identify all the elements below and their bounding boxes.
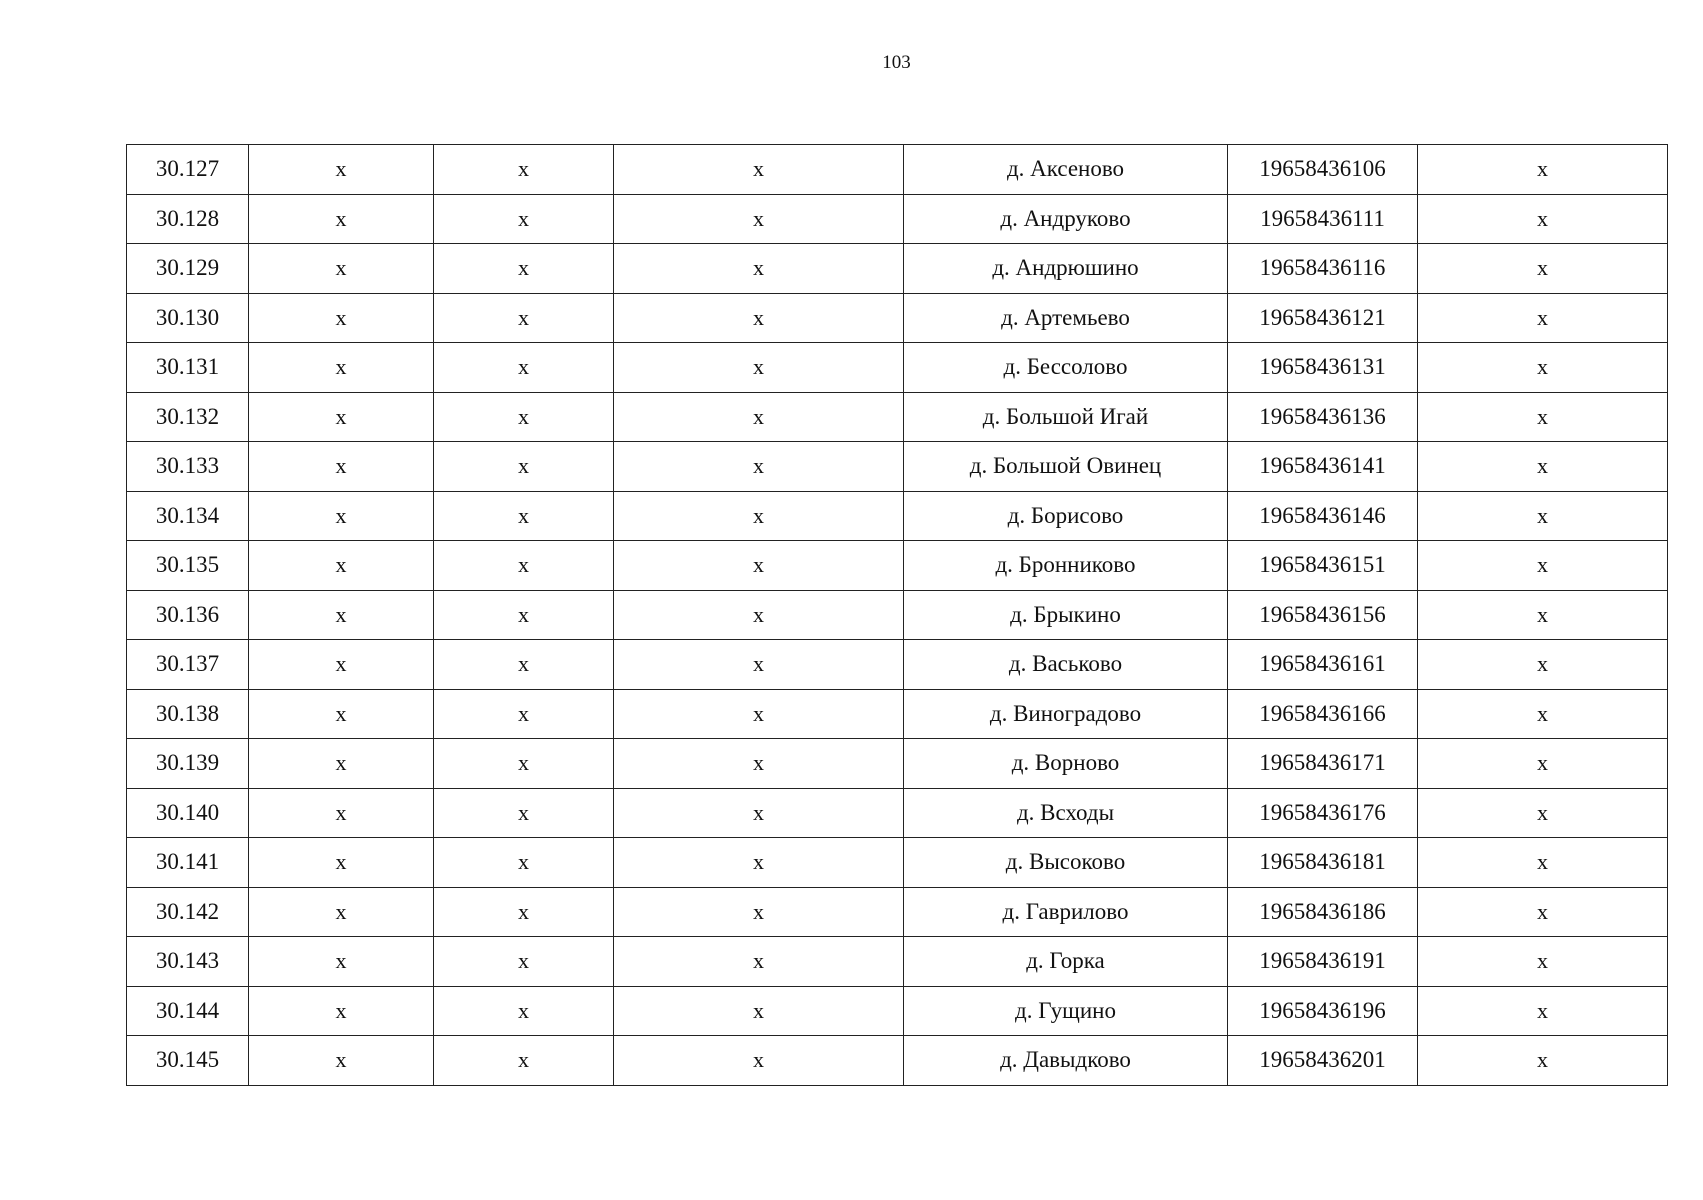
x-cell: x <box>614 937 904 987</box>
settlement-name-cell: д. Бронниково <box>904 541 1228 591</box>
oktmo-code-cell: 19658436161 <box>1228 640 1418 690</box>
x-cell: x <box>434 194 614 244</box>
x-cell: x <box>434 590 614 640</box>
settlement-name-cell: д. Андруково <box>904 194 1228 244</box>
x-cell: x <box>1418 293 1668 343</box>
oktmo-code-cell: 19658436146 <box>1228 491 1418 541</box>
x-cell: x <box>1418 689 1668 739</box>
x-cell: x <box>1418 590 1668 640</box>
x-cell: x <box>249 541 434 591</box>
settlement-name-cell: д. Высоково <box>904 838 1228 888</box>
oktmo-code-cell: 19658436191 <box>1228 937 1418 987</box>
x-cell: x <box>1418 392 1668 442</box>
x-cell: x <box>434 838 614 888</box>
x-cell: x <box>614 590 904 640</box>
settlement-name-cell: д. Борисово <box>904 491 1228 541</box>
x-cell: x <box>1418 1036 1668 1086</box>
x-cell: x <box>614 739 904 789</box>
table-row <box>127 244 1668 294</box>
row-number-cell: 30.127 <box>127 145 249 195</box>
table-row <box>127 392 1668 442</box>
x-cell: x <box>1418 640 1668 690</box>
x-cell: x <box>249 689 434 739</box>
x-cell: x <box>434 541 614 591</box>
x-cell: x <box>614 986 904 1036</box>
oktmo-code-cell: 19658436186 <box>1228 887 1418 937</box>
row-number-cell: 30.140 <box>127 788 249 838</box>
x-cell: x <box>434 145 614 195</box>
row-number-cell: 30.145 <box>127 1036 249 1086</box>
x-cell: x <box>614 887 904 937</box>
x-cell: x <box>614 392 904 442</box>
x-cell: x <box>249 986 434 1036</box>
table-row <box>127 343 1668 393</box>
oktmo-code-cell: 19658436136 <box>1228 392 1418 442</box>
oktmo-code-cell: 19658436196 <box>1228 986 1418 1036</box>
x-cell: x <box>249 887 434 937</box>
x-cell: x <box>1418 887 1668 937</box>
row-number-cell: 30.143 <box>127 937 249 987</box>
row-number-cell: 30.132 <box>127 392 249 442</box>
settlement-name-cell: д. Большой Овинец <box>904 442 1228 492</box>
x-cell: x <box>614 343 904 393</box>
x-cell: x <box>614 293 904 343</box>
settlement-name-cell: д. Гущино <box>904 986 1228 1036</box>
table-row <box>127 541 1668 591</box>
x-cell: x <box>1418 491 1668 541</box>
x-cell: x <box>614 788 904 838</box>
x-cell: x <box>1418 244 1668 294</box>
x-cell: x <box>614 491 904 541</box>
x-cell: x <box>614 541 904 591</box>
x-cell: x <box>614 640 904 690</box>
oktmo-code-cell: 19658436171 <box>1228 739 1418 789</box>
x-cell: x <box>434 392 614 442</box>
x-cell: x <box>434 739 614 789</box>
x-cell: x <box>1418 937 1668 987</box>
x-cell: x <box>249 937 434 987</box>
row-number-cell: 30.142 <box>127 887 249 937</box>
settlement-name-cell: д. Бессолово <box>904 343 1228 393</box>
row-number-cell: 30.128 <box>127 194 249 244</box>
row-number-cell: 30.139 <box>127 739 249 789</box>
oktmo-code-cell: 19658436121 <box>1228 293 1418 343</box>
x-cell: x <box>434 244 614 294</box>
settlement-name-cell: д. Гаврилово <box>904 887 1228 937</box>
table-row <box>127 937 1668 987</box>
x-cell: x <box>614 442 904 492</box>
table-row <box>127 887 1668 937</box>
x-cell: x <box>249 788 434 838</box>
row-number-cell: 30.144 <box>127 986 249 1036</box>
table-row <box>127 689 1668 739</box>
table-row <box>127 640 1668 690</box>
x-cell: x <box>1418 145 1668 195</box>
oktmo-code-cell: 19658436116 <box>1228 244 1418 294</box>
x-cell: x <box>249 145 434 195</box>
settlement-name-cell: д. Давыдково <box>904 1036 1228 1086</box>
table-row <box>127 788 1668 838</box>
oktmo-code-cell: 19658436106 <box>1228 145 1418 195</box>
page-number: 103 <box>882 52 911 73</box>
x-cell: x <box>434 689 614 739</box>
table-row <box>127 491 1668 541</box>
settlement-name-cell: д. Андрюшино <box>904 244 1228 294</box>
table-row <box>127 986 1668 1036</box>
x-cell: x <box>249 838 434 888</box>
x-cell: x <box>614 838 904 888</box>
row-number-cell: 30.141 <box>127 838 249 888</box>
x-cell: x <box>249 392 434 442</box>
settlement-name-cell: д. Брыкино <box>904 590 1228 640</box>
x-cell: x <box>249 343 434 393</box>
row-number-cell: 30.134 <box>127 491 249 541</box>
settlement-name-cell: д. Большой Игай <box>904 392 1228 442</box>
x-cell: x <box>249 1036 434 1086</box>
row-number-cell: 30.135 <box>127 541 249 591</box>
table-row <box>127 293 1668 343</box>
x-cell: x <box>434 640 614 690</box>
x-cell: x <box>1418 788 1668 838</box>
settlement-name-cell: д. Горка <box>904 937 1228 987</box>
x-cell: x <box>1418 838 1668 888</box>
x-cell: x <box>434 986 614 1036</box>
table-row <box>127 1036 1668 1086</box>
table-row <box>127 194 1668 244</box>
settlement-name-cell: д. Васьково <box>904 640 1228 690</box>
table-row <box>127 590 1668 640</box>
table-row <box>127 838 1668 888</box>
oktmo-code-cell: 19658436181 <box>1228 838 1418 888</box>
x-cell: x <box>434 343 614 393</box>
row-number-cell: 30.138 <box>127 689 249 739</box>
x-cell: x <box>614 1036 904 1086</box>
x-cell: x <box>1418 541 1668 591</box>
x-cell: x <box>614 194 904 244</box>
table-row <box>127 442 1668 492</box>
table-row <box>127 739 1668 789</box>
x-cell: x <box>434 491 614 541</box>
x-cell: x <box>1418 194 1668 244</box>
x-cell: x <box>1418 986 1668 1036</box>
settlement-name-cell: д. Аксеново <box>904 145 1228 195</box>
row-number-cell: 30.129 <box>127 244 249 294</box>
x-cell: x <box>249 491 434 541</box>
oktmo-code-cell: 19658436141 <box>1228 442 1418 492</box>
x-cell: x <box>1418 442 1668 492</box>
settlement-name-cell: д. Ворново <box>904 739 1228 789</box>
row-number-cell: 30.136 <box>127 590 249 640</box>
oktmo-code-cell: 19658436176 <box>1228 788 1418 838</box>
x-cell: x <box>434 937 614 987</box>
row-number-cell: 30.130 <box>127 293 249 343</box>
row-number-cell: 30.133 <box>127 442 249 492</box>
oktmo-code-cell: 19658436131 <box>1228 343 1418 393</box>
x-cell: x <box>434 788 614 838</box>
x-cell: x <box>434 293 614 343</box>
settlement-name-cell: д. Виноградово <box>904 689 1228 739</box>
x-cell: x <box>434 1036 614 1086</box>
settlements-table <box>126 144 1668 1086</box>
x-cell: x <box>614 145 904 195</box>
x-cell: x <box>249 293 434 343</box>
x-cell: x <box>434 887 614 937</box>
x-cell: x <box>614 689 904 739</box>
table-body <box>127 145 1668 1086</box>
x-cell: x <box>1418 739 1668 789</box>
oktmo-code-cell: 19658436156 <box>1228 590 1418 640</box>
x-cell: x <box>434 442 614 492</box>
row-number-cell: 30.137 <box>127 640 249 690</box>
x-cell: x <box>249 590 434 640</box>
oktmo-code-cell: 19658436201 <box>1228 1036 1418 1086</box>
x-cell: x <box>614 244 904 294</box>
table-row <box>127 145 1668 195</box>
x-cell: x <box>249 739 434 789</box>
x-cell: x <box>249 442 434 492</box>
x-cell: x <box>249 640 434 690</box>
settlement-name-cell: д. Артемьево <box>904 293 1228 343</box>
x-cell: x <box>249 194 434 244</box>
x-cell: x <box>249 244 434 294</box>
oktmo-code-cell: 19658436111 <box>1228 194 1418 244</box>
settlement-name-cell: д. Всходы <box>904 788 1228 838</box>
row-number-cell: 30.131 <box>127 343 249 393</box>
x-cell: x <box>1418 343 1668 393</box>
oktmo-code-cell: 19658436151 <box>1228 541 1418 591</box>
oktmo-code-cell: 19658436166 <box>1228 689 1418 739</box>
